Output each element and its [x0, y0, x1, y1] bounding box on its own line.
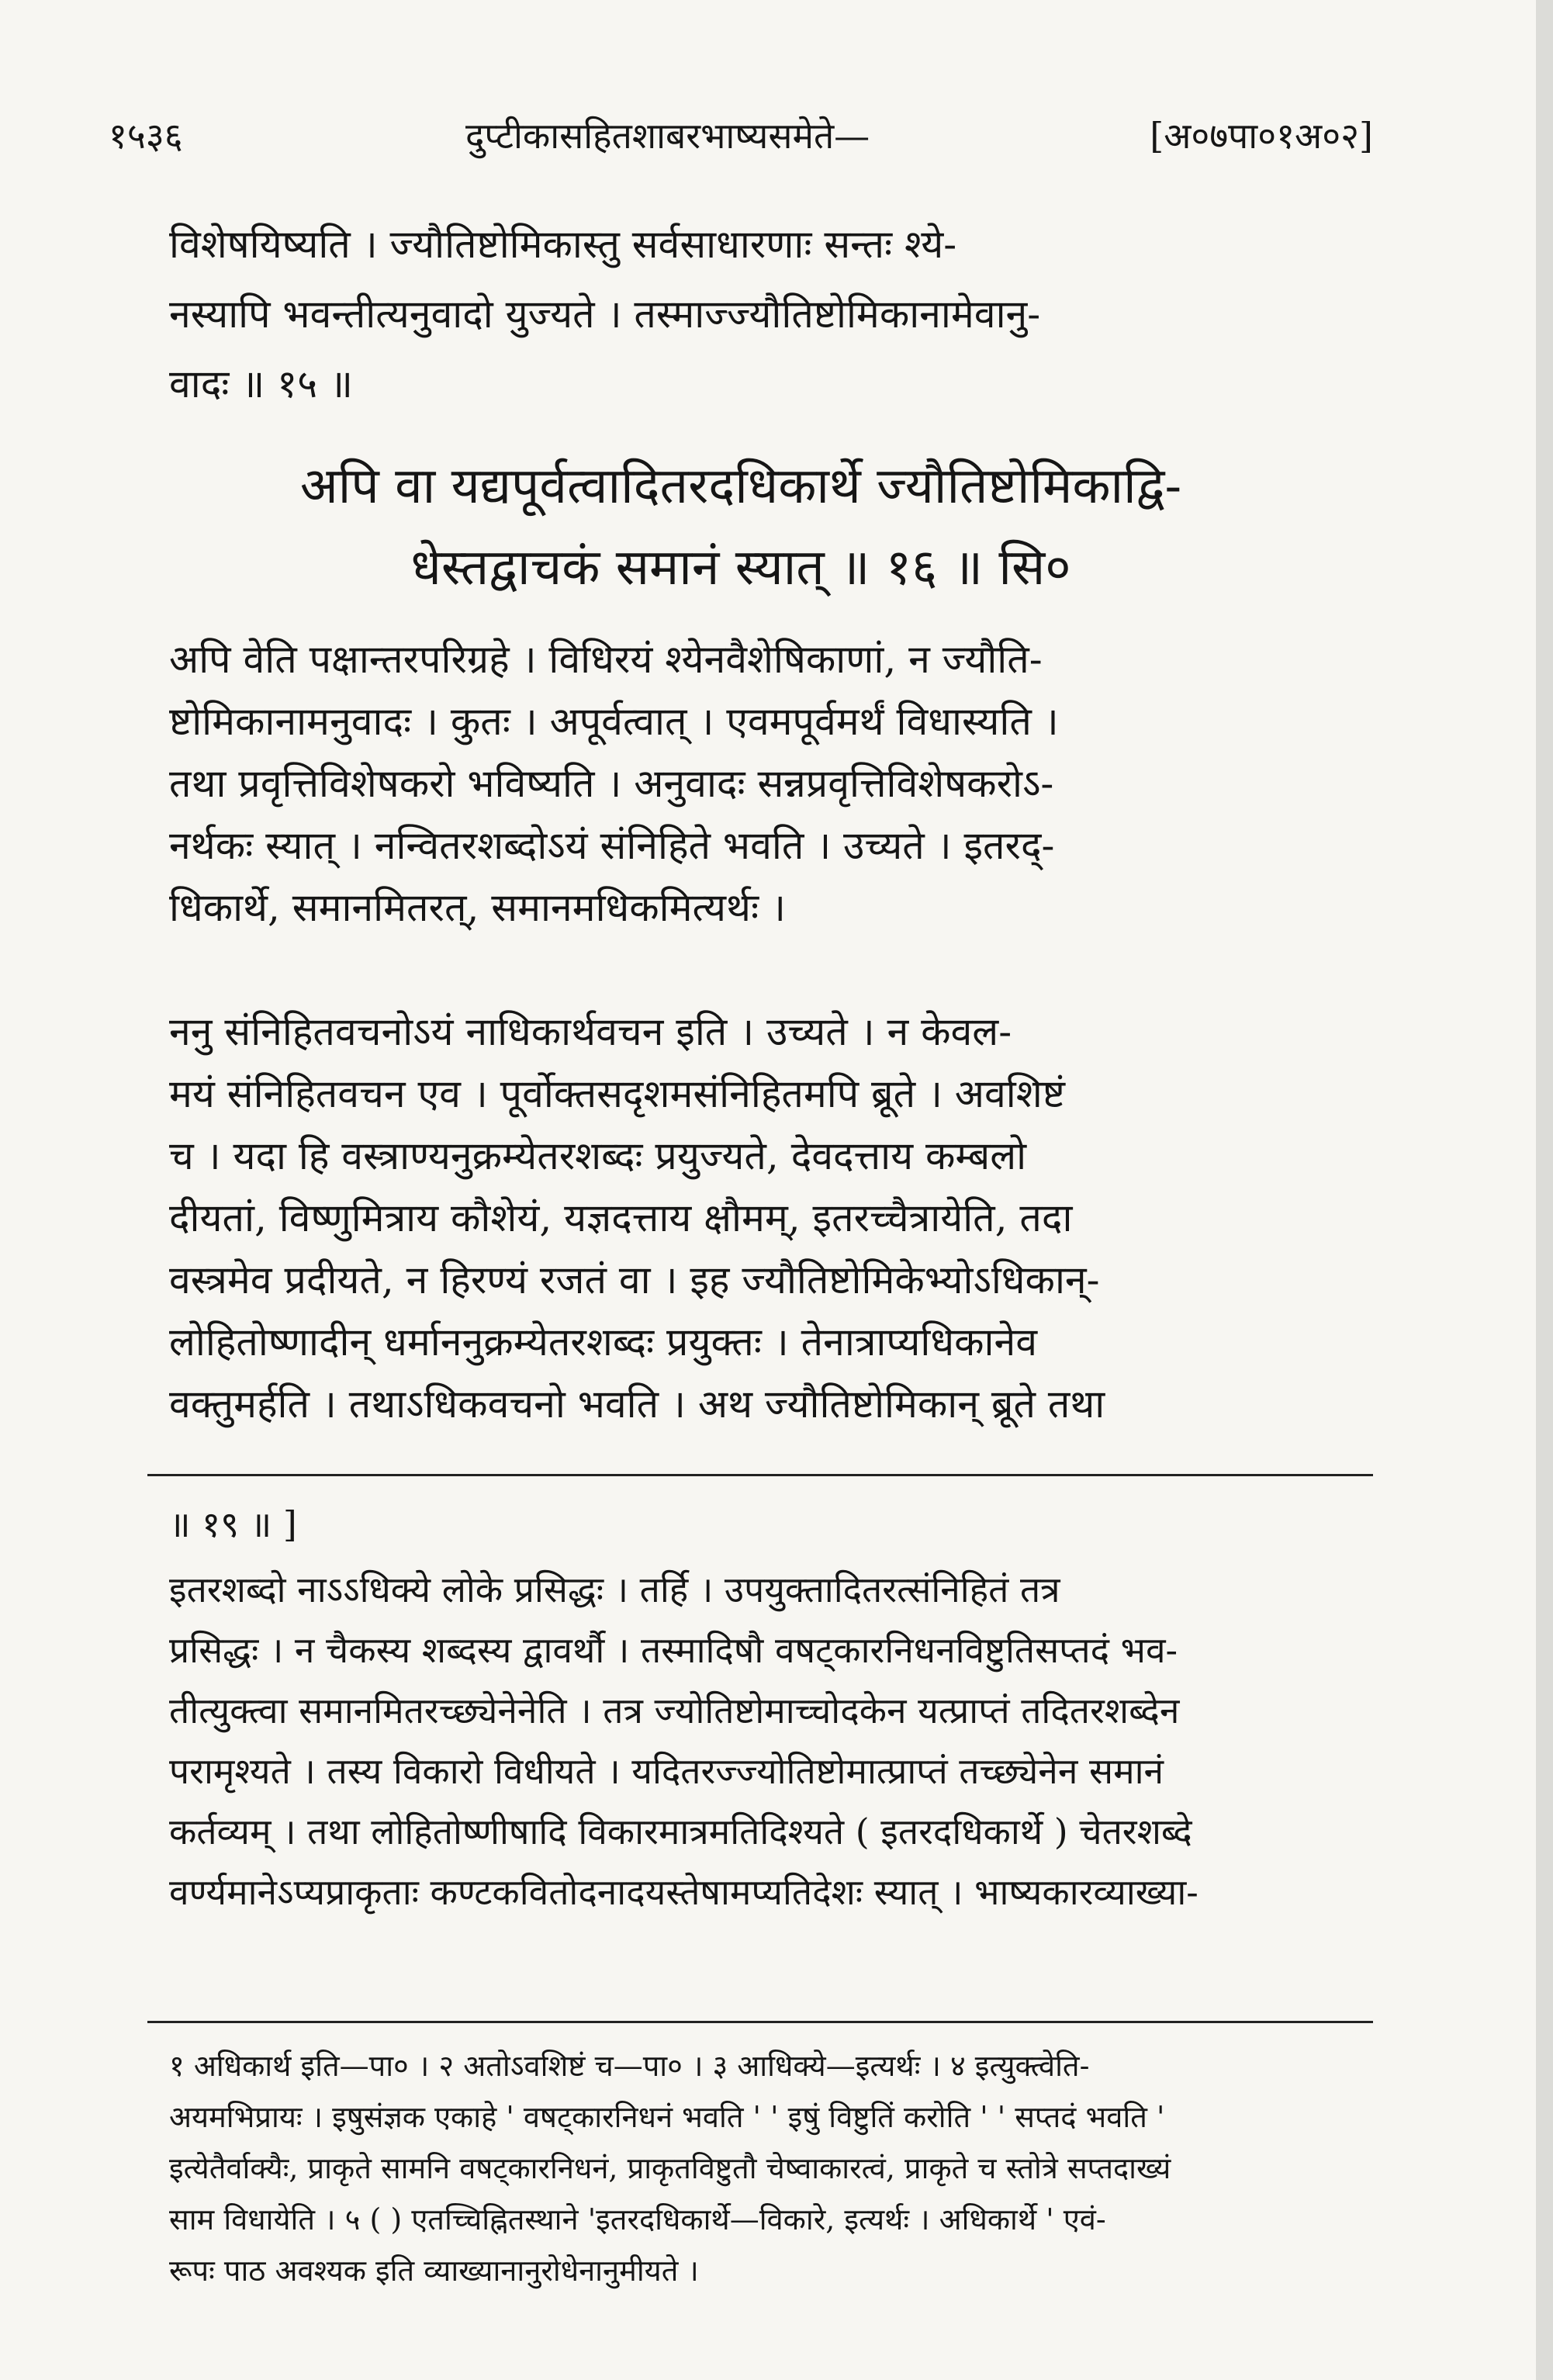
running-header: [109, 101, 1373, 171]
footnote-divider: [147, 2021, 1373, 2023]
divider-rule: [147, 1474, 1373, 1476]
text-line: नर्थकः स्यात् । नन्वितरशब्दोऽयं संनिहिते भवति । उच्यते । इतरद्-: [169, 823, 1055, 868]
text-line: दीयतां, विष्णुमित्राय कौशेयं, यज्ञदत्ताय क्षौमम्, इतरच्चैत्रायेति, तदा: [169, 1195, 1073, 1240]
text-line: मयं संनिहितवचन एव । पूर्वोक्तसदृशमसंनिहितमपि ब्रूते । अवशिष्टं: [169, 1071, 1065, 1116]
sutra-verse: [109, 446, 1373, 609]
commentary-heading: ॥ १९ ॥ ]: [169, 1503, 297, 1545]
text-line: वादः ॥ १५ ॥: [169, 361, 353, 406]
bhashya-paragraph-1: [169, 628, 1379, 939]
text-line: धिकार्थे, समानमितरत्, समानमधिकमित्यर्थः ।: [169, 885, 786, 930]
text-line: प्रसिद्धः । न चैकस्य शब्दस्य द्वावर्थौ । तस्मादिषौ वषट्कारनिधनविष्टुतिसप्तदं भव-: [169, 1629, 1178, 1671]
footnotes: [169, 2040, 1379, 2296]
running-title: दुप्टीकासहितशाबरभाष्यसमेते—: [465, 115, 870, 157]
footnote-line: रूपः पाठ अवश्यक इति व्याख्यानानुरोधेनानुमीयते ।: [169, 2254, 699, 2288]
text-line: नस्यापि भवन्तीत्यनुवादो युज्यते । तस्माज्ज्यौतिष्टोमिकानामेवानु-: [169, 292, 1041, 337]
text-line: परामृश्यते । तस्य विकारो विधीयते । यदितरज्ज्योतिष्टोमात्प्राप्तं तच्छ्येनेन समानं: [169, 1750, 1164, 1792]
section-reference: [अ०७पा०१अ०२]: [1150, 115, 1373, 157]
text-line: इतरशब्दो नाऽऽधिक्ये लोके प्रसिद्धः । तर्हि । उपयुक्तादितरत्संनिहितं तत्र: [169, 1569, 1060, 1610]
footnote-line: १ अधिकार्थ इति—पा० । २ अतोऽवशिष्टं च—पा० । ३ आधिक्ये—इत्यर्थः । ४ इत्युक्त्वेति-: [169, 2049, 1090, 2083]
text-line: विशेषयिष्यति । ज्यौतिष्टोमिकास्तु सर्वसाधारणाः सन्तः श्ये-: [169, 222, 957, 267]
text-line: ननु संनिहितवचनोऽयं नाधिकार्थवचन इति । उच्यते । न केवल-: [169, 1009, 1012, 1054]
continuation-paragraph: [169, 209, 1379, 419]
text-line: वर्ण्यमानेऽप्यप्राकृताः कण्टकवितोदनादयस्तेषामप्यतिदेशः स्यात् । भाष्यकारव्याख्या-: [169, 1871, 1198, 1913]
page-number: १५३६: [109, 115, 183, 157]
text-line: ष्टोमिकानामनुवादः । कुतः । अपूर्वत्वात् । एवमपूर्वमर्थं विधास्यति ।: [169, 699, 1059, 744]
footnote-line: अयमभिप्रायः । इषुसंज्ञक एकाहे ' वषट्कारनिधनं भवति ' ' इषुं विष्टुतिं करोति ' ' सप्तदं भवति ': [169, 2100, 1165, 2134]
text-line: कर्तव्यम् । तथा लोहितोष्णीषादि विकारमात्रमतिदिश्यते ( इतरदधिकार्थे ) चेतरशब्दे: [169, 1811, 1192, 1852]
sutra-line: अपि वा यद्यपूर्वत्वादितरदधिकार्थे ज्यौतिष्टोमिकाद्वि-: [299, 458, 1182, 515]
text-line: च । यदा हि वस्त्राण्यनुक्रम्येतरशब्दः प्रयुज्यते, देवदत्ताय कम्बलो: [169, 1133, 1027, 1178]
scan-page-edge: [1536, 0, 1553, 2380]
text-line: वस्त्रमेव प्रदीयते, न हिरण्यं रजतं वा । इह ज्यौतिष्टोमिकेभ्योऽधिकान्-: [169, 1257, 1100, 1302]
footnote-line: साम विधायेति । ५ ( ) एतच्चिह्नितस्थाने 'इतरदधिकार्थे—विकारे, इत्यर्थः । अधिकार्थे ' एवं-: [169, 2202, 1106, 2236]
text-line: तीत्युक्त्वा समानमितरच्छ्येनेनेति । तत्र ज्योतिष्टोमाच्चोदकेन यत्प्राप्तं तदितरशब्देन: [169, 1690, 1180, 1731]
commentary-paragraph: [169, 1559, 1379, 1922]
text-line: लोहितोष्णादीन् धर्माननुक्रम्येतरशब्दः प्रयुक्तः । तेनात्राप्यधिकानेव: [169, 1320, 1038, 1365]
text-line: वक्तुमर्हति । तथाऽधिकवचनो भवति । अथ ज्यौतिष्टोमिकान् ब्रूते तथा: [169, 1382, 1105, 1427]
text-line: अपि वेति पक्षान्तरपरिग्रहे । विधिरयं श्येनवैशेषिकाणां, न ज्यौति-: [169, 637, 1043, 682]
sutra-line: धेस्तद्वाचकं समानं स्यात् ॥ १६ ॥ सि०: [410, 539, 1071, 597]
bhashya-paragraph-2: [169, 1001, 1379, 1435]
text-line: तथा प्रवृत्तिविशेषकरो भविष्यति । अनुवादः सन्नप्रवृत्तिविशेषकरोऽ-: [169, 761, 1054, 806]
footnote-line: इत्येतैर्वाक्यैः, प्राकृते सामनि वषट्कारनिधनं, प्राकृतविष्टुतौ चेष्वाकारत्वं, प्राकृते च स्तोत्रे सप्तदाख्यं: [169, 2151, 1171, 2185]
